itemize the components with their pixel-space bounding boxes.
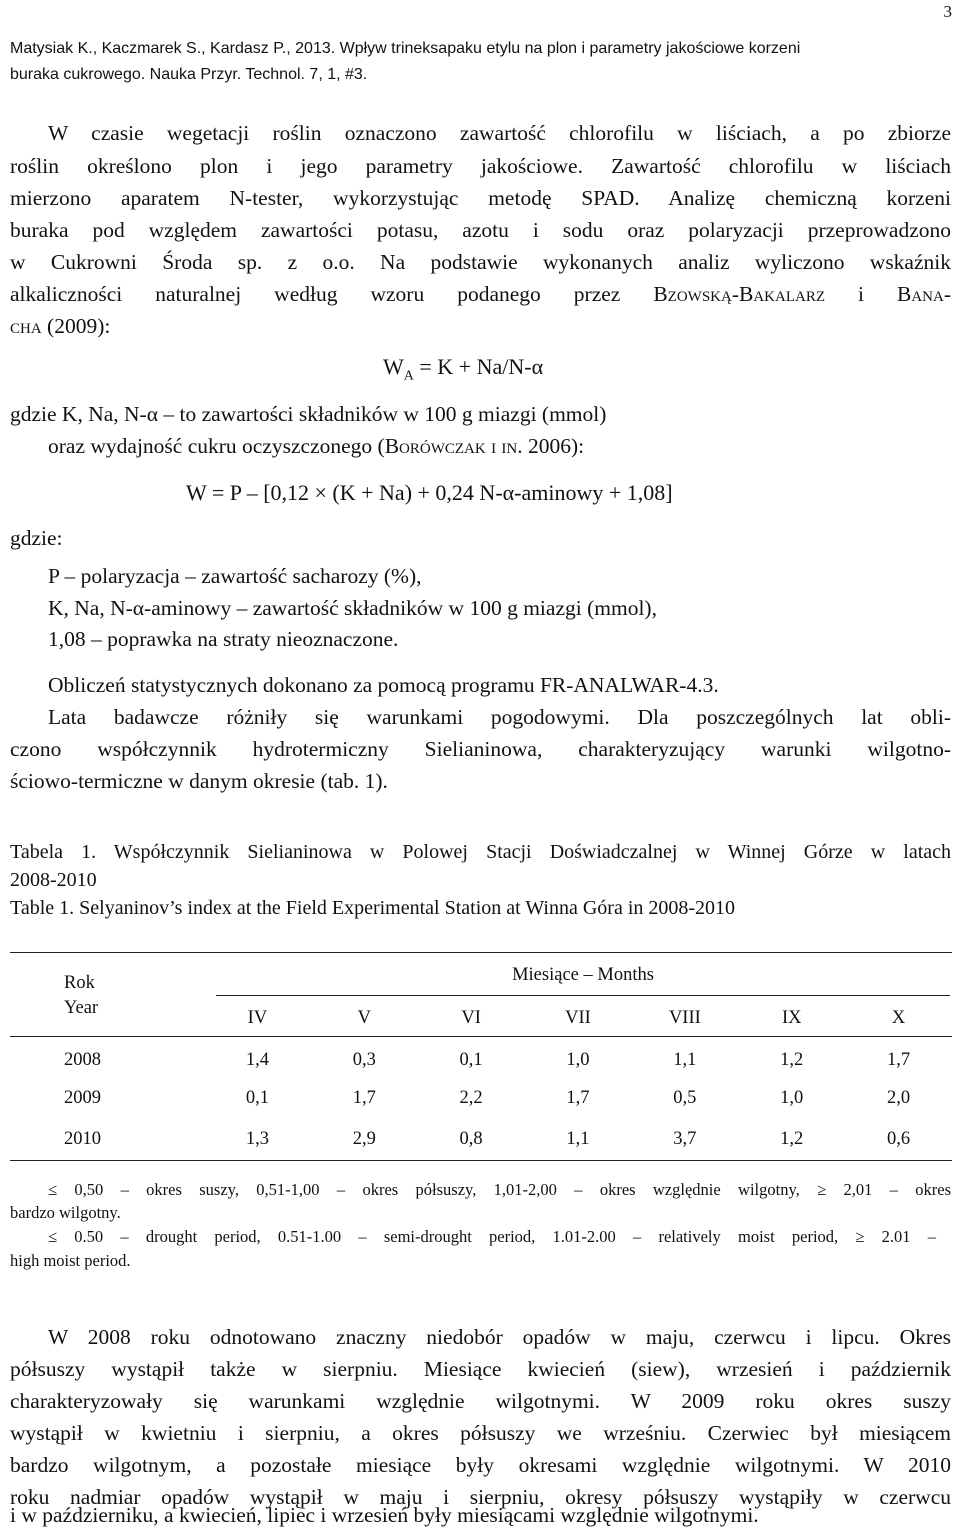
author-citation: Bana- xyxy=(897,282,951,306)
formula-alkalinity: $W_A = K + Na/N-\alpha$ xyxy=(383,354,544,384)
text-line: oraz wydajność cukru oczyszczonego (Borówczak i in. 2006): xyxy=(48,434,585,458)
text-line: alkaliczności naturalnej według wzoru podanego przez Bzowską-Bakalarz i Bana- xyxy=(10,282,951,306)
value-cell: 2,2 xyxy=(459,1088,483,1108)
where-label: gdzie: xyxy=(10,526,63,550)
text-line: gdzie K, Na, N-α – to zawartości składników w 100 g miazgi (mmol) xyxy=(10,402,607,426)
caption-polish-cont: 2008-2010 xyxy=(10,869,97,891)
text-line: bardzo wilgotnym, a pozostałe miesiące były okresami względnie wilgotnymi. W 2010 xyxy=(10,1453,951,1477)
selyaninov-table xyxy=(10,952,952,1161)
definition-item: 1,08 – poprawka na straty nieoznaczone. xyxy=(48,627,399,651)
month-label: IX xyxy=(781,1008,802,1028)
value-cell: 0,5 xyxy=(673,1088,697,1108)
value-cell: 0,1 xyxy=(245,1088,269,1108)
text-line: Obliczeń statystycznych dokonano za pomocą programu FR-ANALWAR-4.3. xyxy=(48,673,719,697)
value-cell: 1,1 xyxy=(566,1128,590,1149)
header-line-2: buraka cukrowego. Nauka Przyr. Technol. 7, 1, #3. xyxy=(10,66,368,83)
value-cell: 2,0 xyxy=(886,1088,911,1108)
text-line: i w październiku, a kwiecień, lipiec i wrzesień były miesiącami względnie wilgotnymi. xyxy=(10,1503,759,1527)
text-line: wystąpił w kwietniu i sierpniu, a okres półsuszy we wrześniu. Czerwiec był miesiącem xyxy=(10,1421,951,1445)
text-line: w Cukrowni Środa sp. z o.o. Na podstawie wykonanych analiz wyliczono wskaźnik xyxy=(10,250,951,274)
caption-english: Table 1. Selyaninov’s index at the Field Experimental Station at Winna Góra in 2008-2010 xyxy=(10,897,736,919)
formula-sugar-yield: W = P – [0,12 × (K + Na) + 0,24 N-α-aminowy + 1,08] xyxy=(186,480,673,505)
month-label: VII xyxy=(565,1008,591,1028)
value-cell: 0,3 xyxy=(352,1050,376,1071)
months-header: Miesiące – Months xyxy=(216,955,950,996)
value-cell: 1,2 xyxy=(780,1128,804,1149)
value-cell: 1,7 xyxy=(352,1088,376,1108)
value-cell: 0,1 xyxy=(459,1050,483,1071)
text-line: czono współczynnik hydrotermiczny Sielianinowa, charakteryzujący warunki wilgotno- xyxy=(10,737,951,761)
text-line: mierzono aparatem N-tester, wykorzystując metodę SPAD. Analizę chemiczną korzeni xyxy=(10,186,951,210)
definition-item: K, Na, N-α-aminowy – zawartość składników w 100 g miazgi (mmol), xyxy=(48,596,657,620)
text-line: charakteryzowały się warunkami względnie wilgotnymi. W 2009 roku okres suszy xyxy=(10,1389,951,1413)
months-header-block xyxy=(204,955,952,1037)
month-label: X xyxy=(891,1008,906,1028)
year-header: Rok Year xyxy=(10,955,204,1037)
months-row xyxy=(204,996,952,1036)
page-number: 3 xyxy=(943,2,952,21)
value-cell: 0,6 xyxy=(886,1128,911,1149)
year-cell: 2009 xyxy=(64,1088,101,1108)
text-line: cha (2009): xyxy=(10,314,111,338)
legend-english-cont: high moist period. xyxy=(10,1251,131,1270)
value-cell: 3,7 xyxy=(673,1128,697,1149)
month-label: IV xyxy=(247,1008,268,1028)
legend-english: ≤ 0.50 – drought period, 0.51-1.00 – semi-drought period, 1.01-2.00 – relatively moist period, ≥ 2.01 – xyxy=(48,1227,936,1246)
table-row xyxy=(10,1119,952,1161)
author-citation: Borówczak i in xyxy=(384,434,518,458)
text-line: roku nadmiar opadów wystąpił w maju i sierpniu, okresy półsuszy wystąpiły w czerwcu xyxy=(10,1485,951,1509)
definition-item: P – polaryzacja – zawartość sacharozy (%), xyxy=(48,564,422,588)
text-line: W czasie wegetacji roślin oznaczono zawartość chlorofilu w liściach, a po zbiorze xyxy=(48,121,951,145)
month-label: VI xyxy=(461,1008,481,1028)
value-cell: 1,7 xyxy=(886,1050,911,1071)
text-line: Lata badawcze różniły się warunkami pogodowymi. Dla poszczególnych lat obli- xyxy=(48,705,951,729)
text-line: półsuszy wystąpił także w sierpniu. Miesiące kwiecień (siew), wrzesień i październik xyxy=(10,1357,951,1381)
text-line: buraka pod względem zawartości potasu, azotu i sodu oraz polaryzacji przeprowadzono xyxy=(10,218,951,242)
value-cell: 0,8 xyxy=(459,1128,483,1149)
legend-polish-cont: bardzo wilgotny. xyxy=(10,1203,121,1222)
header-line-1: Matysiak K., Kaczmarek S., Kardasz P., 2013. Wpływ trineksapaku etylu na plon i parametry jakościowe korzeni xyxy=(10,40,801,57)
value-cell: 1,1 xyxy=(673,1050,697,1071)
text-line: roślin określono plon i jego parametry jakościowe. Zawartość chlorofilu w liściach xyxy=(10,154,951,178)
month-label: V xyxy=(357,1008,371,1028)
value-cell: 2,9 xyxy=(352,1128,376,1149)
value-cell: 1,0 xyxy=(780,1088,804,1108)
value-cell: 1,7 xyxy=(566,1088,590,1108)
value-cell: 1,2 xyxy=(780,1050,804,1071)
running-header xyxy=(10,36,800,88)
legend-polish: ≤ 0,50 – okres suszy, 0,51-1,00 – okres półsuszy, 1,01-2,00 – okres względnie wilgotny, ≥ 2,01 – okres xyxy=(48,1180,951,1199)
text-line: W 2008 roku odnotowano znaczny niedobór opadów w maju, czerwcu i lipcu. Okres xyxy=(48,1325,951,1349)
value-cell: 1,4 xyxy=(245,1050,269,1071)
year-cell: 2010 xyxy=(64,1128,101,1149)
author-citation: cha xyxy=(10,314,42,338)
month-label: VIII xyxy=(668,1008,701,1028)
caption-polish: Tabela 1. Współczynnik Sielianinowa w Polowej Stacji Doświadczalnej w Winnej Górze w latach xyxy=(10,841,951,863)
text-line: ściowo-termiczne w danym okresie (tab. 1). xyxy=(10,769,388,793)
value-cell: 1,0 xyxy=(566,1050,590,1071)
year-cell: 2008 xyxy=(64,1050,101,1071)
table-row xyxy=(10,1079,952,1119)
author-citation: Bzowską-Bakalarz xyxy=(653,282,826,306)
table-row xyxy=(10,1037,952,1079)
value-cell: 1,3 xyxy=(245,1128,269,1149)
